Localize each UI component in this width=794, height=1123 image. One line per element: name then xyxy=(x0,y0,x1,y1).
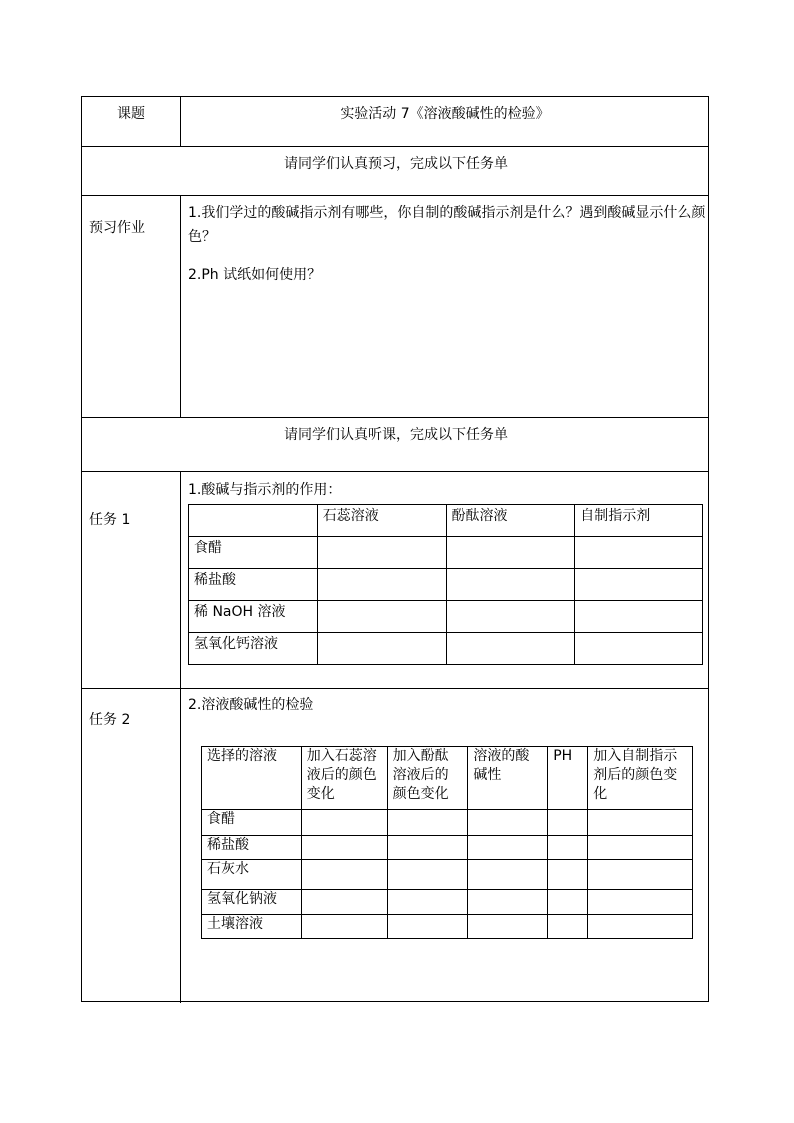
row-label: 氢氧化钠液 xyxy=(202,890,302,915)
answer-cell[interactable] xyxy=(317,537,446,569)
row-divider xyxy=(82,471,708,472)
row-label: 稀盐酸 xyxy=(189,569,318,601)
answer-cell[interactable] xyxy=(446,633,575,665)
answer-cell[interactable] xyxy=(446,601,575,633)
indicator-table xyxy=(188,504,703,665)
answer-cell[interactable] xyxy=(575,601,703,633)
answer-cell[interactable] xyxy=(468,810,548,836)
answer-cell[interactable] xyxy=(301,810,387,836)
answer-cell[interactable] xyxy=(387,860,468,890)
answer-cell[interactable] xyxy=(387,836,468,860)
answer-cell[interactable] xyxy=(548,915,588,939)
table-header-cell: 选择的溶液 xyxy=(202,747,302,810)
answer-cell[interactable] xyxy=(446,569,575,601)
table-row xyxy=(202,890,693,915)
table-header-cell: 加入酚酞溶液后的颜色变化 xyxy=(387,747,468,810)
preview-label: 预习作业 xyxy=(89,220,145,236)
table-row xyxy=(189,633,703,665)
answer-cell[interactable] xyxy=(575,569,703,601)
row-label: 土壤溶液 xyxy=(202,915,302,939)
answer-cell[interactable] xyxy=(468,860,548,890)
section-title-preview: 请同学们认真预习，完成以下任务单 xyxy=(284,156,508,172)
table-row xyxy=(189,601,703,633)
table-header-cell: 自制指示剂 xyxy=(575,505,703,537)
row-divider xyxy=(82,417,708,418)
answer-cell[interactable] xyxy=(468,915,548,939)
row-label: 石灰水 xyxy=(202,860,302,890)
answer-cell[interactable] xyxy=(317,569,446,601)
topic-value: 实验活动 7《溶液酸碱性的检验》 xyxy=(340,106,550,122)
column-divider xyxy=(180,471,181,1003)
table-header-cell xyxy=(189,505,318,537)
table-header-cell: 石蕊溶液 xyxy=(317,505,446,537)
row-divider xyxy=(82,146,708,147)
table-row xyxy=(202,836,693,860)
table-header-cell: 酚酞溶液 xyxy=(446,505,575,537)
answer-cell[interactable] xyxy=(468,836,548,860)
answer-cell[interactable] xyxy=(387,890,468,915)
table-row xyxy=(202,810,693,836)
preview-question-1: 1.我们学过的酸碱指示剂有哪些，你自制的酸碱指示剂是什么？遇到酸碱显示什么颜色？ xyxy=(188,205,706,245)
answer-cell[interactable] xyxy=(575,633,703,665)
table-row xyxy=(189,505,703,537)
answer-cell[interactable] xyxy=(575,537,703,569)
answer-cell[interactable] xyxy=(301,860,387,890)
row-label: 食醋 xyxy=(202,810,302,836)
answer-cell[interactable] xyxy=(548,836,588,860)
section-title-lesson: 请同学们认真听课，完成以下任务单 xyxy=(284,427,508,443)
answer-cell[interactable] xyxy=(588,890,693,915)
row-label: 食醋 xyxy=(189,537,318,569)
answer-cell[interactable] xyxy=(387,915,468,939)
row-label: 稀盐酸 xyxy=(202,836,302,860)
answer-cell[interactable] xyxy=(468,890,548,915)
table-row xyxy=(189,569,703,601)
table-header-cell: 溶液的酸碱性 xyxy=(468,747,548,810)
worksheet-table xyxy=(81,96,709,1002)
task2-label: 任务 2 xyxy=(89,712,131,728)
answer-cell[interactable] xyxy=(317,601,446,633)
answer-cell[interactable] xyxy=(446,537,575,569)
topic-label: 课题 xyxy=(117,106,145,122)
answer-cell[interactable] xyxy=(301,915,387,939)
column-divider xyxy=(180,195,181,417)
table-row xyxy=(202,860,693,890)
table-row xyxy=(189,537,703,569)
task2-heading: 2.溶液酸碱性的检验 xyxy=(188,697,314,713)
task1-label: 任务 1 xyxy=(89,512,131,528)
table-row xyxy=(202,915,693,939)
row-label: 氢氧化钙溶液 xyxy=(189,633,318,665)
answer-cell[interactable] xyxy=(548,810,588,836)
table-row xyxy=(202,747,693,810)
answer-cell[interactable] xyxy=(548,890,588,915)
answer-cell[interactable] xyxy=(301,890,387,915)
table-header-cell: PH xyxy=(548,747,588,810)
task1-heading: 1.酸碱与指示剂的作用： xyxy=(188,482,342,498)
answer-cell[interactable] xyxy=(548,860,588,890)
answer-cell[interactable] xyxy=(317,633,446,665)
table-header-cell: 加入石蕊溶液后的颜色变化 xyxy=(301,747,387,810)
row-label: 稀 NaOH 溶液 xyxy=(189,601,318,633)
answer-cell[interactable] xyxy=(387,810,468,836)
table-header-cell: 加入自制指示剂后的颜色变化 xyxy=(588,747,693,810)
answer-cell[interactable] xyxy=(588,915,693,939)
row-divider xyxy=(82,195,708,196)
answer-cell[interactable] xyxy=(588,836,693,860)
row-divider xyxy=(82,688,708,689)
answer-cell[interactable] xyxy=(301,836,387,860)
answer-cell[interactable] xyxy=(588,810,693,836)
preview-question-2: 2.Ph 试纸如何使用？ xyxy=(188,267,322,283)
acidity-test-table xyxy=(201,746,693,939)
answer-cell[interactable] xyxy=(588,860,693,890)
